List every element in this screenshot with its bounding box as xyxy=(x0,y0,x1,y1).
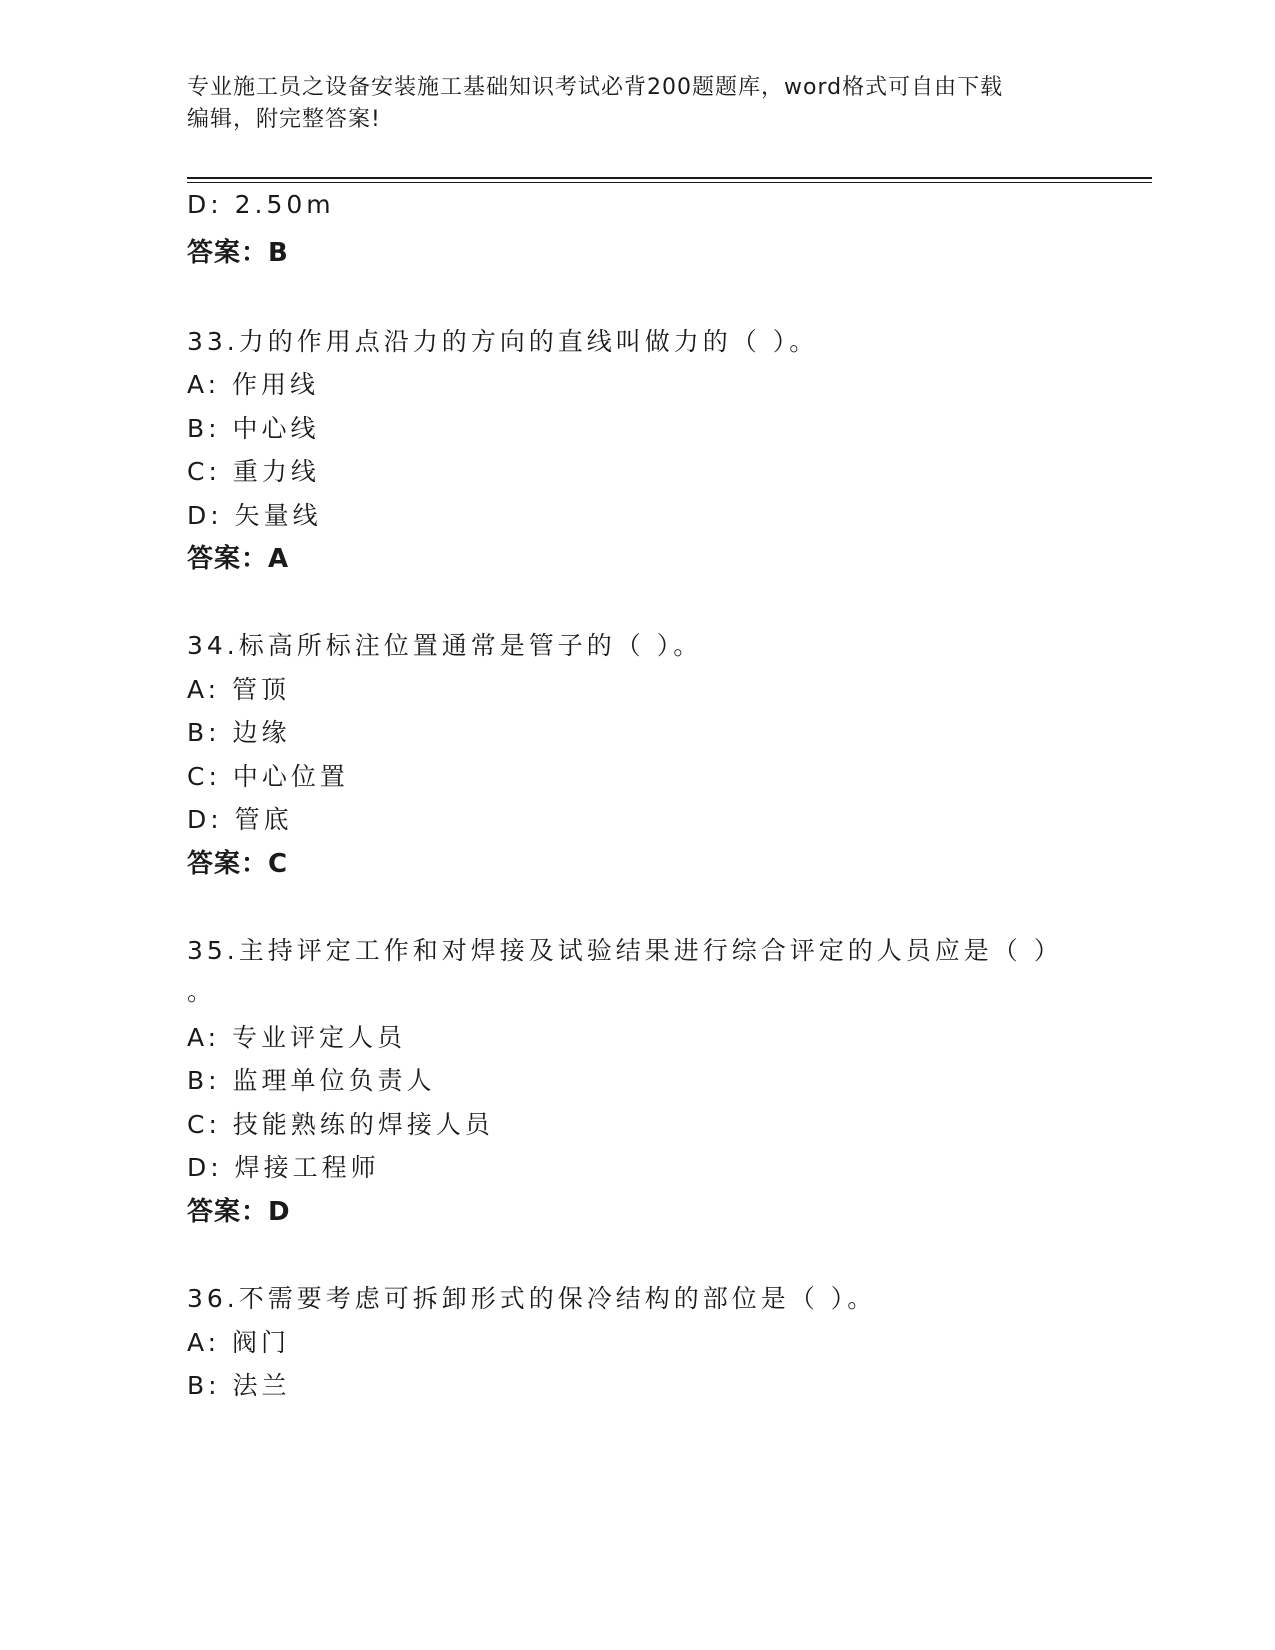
q35-option-b: B: 监理单位负责人 xyxy=(187,1066,436,1095)
q36-option-b: B: 法兰 xyxy=(187,1371,291,1400)
header-line-2: 编辑，附完整答案! xyxy=(187,107,381,132)
q35-question-line-2: 。 xyxy=(187,977,217,1006)
q33-option-c: C: 重力线 xyxy=(187,457,320,486)
header-divider-thick xyxy=(187,177,1152,179)
q34-option-b: B: 边缘 xyxy=(187,718,291,747)
q33-option-d: D: 矢量线 xyxy=(187,501,322,530)
q34-option-a: A: 管顶 xyxy=(187,675,291,704)
q33-question: 33.力的作用点沿力的方向的直线叫做力的（ ）。 xyxy=(187,327,819,356)
q34-question: 34.标高所标注位置通常是管子的（ ）。 xyxy=(187,631,703,660)
q34-option-d: D: 管底 xyxy=(187,805,293,834)
header-divider-thin xyxy=(187,182,1152,183)
q35-question-line-1: 35.主持评定工作和对焊接及试验结果进行综合评定的人员应是（ ） xyxy=(187,936,1063,965)
q33-option-a: A: 作用线 xyxy=(187,370,320,399)
q35-answer: 答案：D xyxy=(187,1197,291,1227)
q35-option-c: C: 技能熟练的焊接人员 xyxy=(187,1110,494,1139)
q34-answer: 答案：C xyxy=(187,849,289,879)
document-header xyxy=(187,72,1087,136)
q36-option-a: A: 阀门 xyxy=(187,1328,291,1357)
q33-answer: 答案：A xyxy=(187,544,290,574)
q35-option-a: A: 专业评定人员 xyxy=(187,1023,407,1052)
q33-option-b: B: 中心线 xyxy=(187,414,320,443)
q32-option-d: D: 2.50m xyxy=(187,190,335,219)
q34-option-c: C: 中心位置 xyxy=(187,762,349,791)
q35-option-d: D: 焊接工程师 xyxy=(187,1153,380,1182)
q32-answer: 答案：B xyxy=(187,238,289,268)
header-line-1: 专业施工员之设备安装施工基础知识考试必背200题题库，word格式可自由下载 xyxy=(187,75,1004,100)
q36-question: 36.不需要考虑可拆卸形式的保冷结构的部位是（ ）。 xyxy=(187,1284,877,1313)
